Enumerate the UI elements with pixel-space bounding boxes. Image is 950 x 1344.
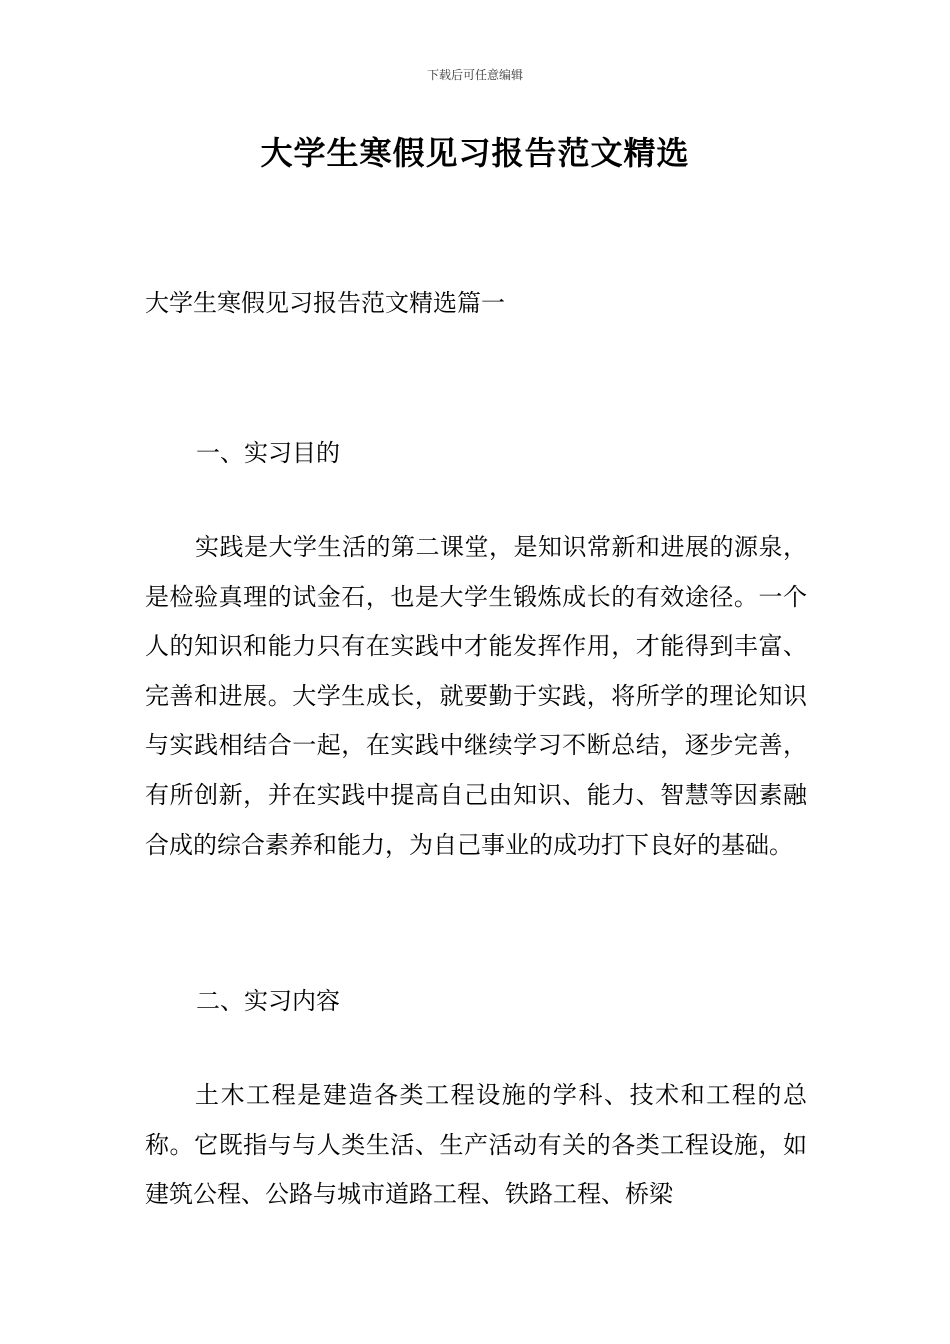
header-note: 下载后可任意编辑 [426,68,523,82]
section-heading-purpose: 一、实习目的 [196,439,340,467]
section-paragraph-content: 土木工程是建造各类工程设施的学科、技术和工程的总称。它既指与与人类生活、生产活动有关的各类工程设施，如建筑公程、公路与城市道路工程、铁路工程、桥梁 [145,1081,807,1209]
section-heading-content: 二、实习内容 [196,987,340,1015]
document-title: 大学生寒假见习报告范文精选 [260,134,690,172]
section-paragraph-purpose: 实践是大学生活的第二课堂，是知识常新和进展的源泉，是检验真理的试金石，也是大学生锻炼成长的有效途径。一个人的知识和能力只有在实践中才能发挥作用，才能得到丰富、完善和进展。大学生成长，就要勤于实践，将所学的理论知识与实践相结合一起，在实践中继续学习不断总结，逐步完善，有所创新，并在实践中提高自己由知识、能力、智慧等因素融合成的综合素养和能力，为自己事业的成功打下良好的基础。 [145,533,807,859]
document-subtitle: 大学生寒假见习报告范文精选篇一 [145,289,505,317]
